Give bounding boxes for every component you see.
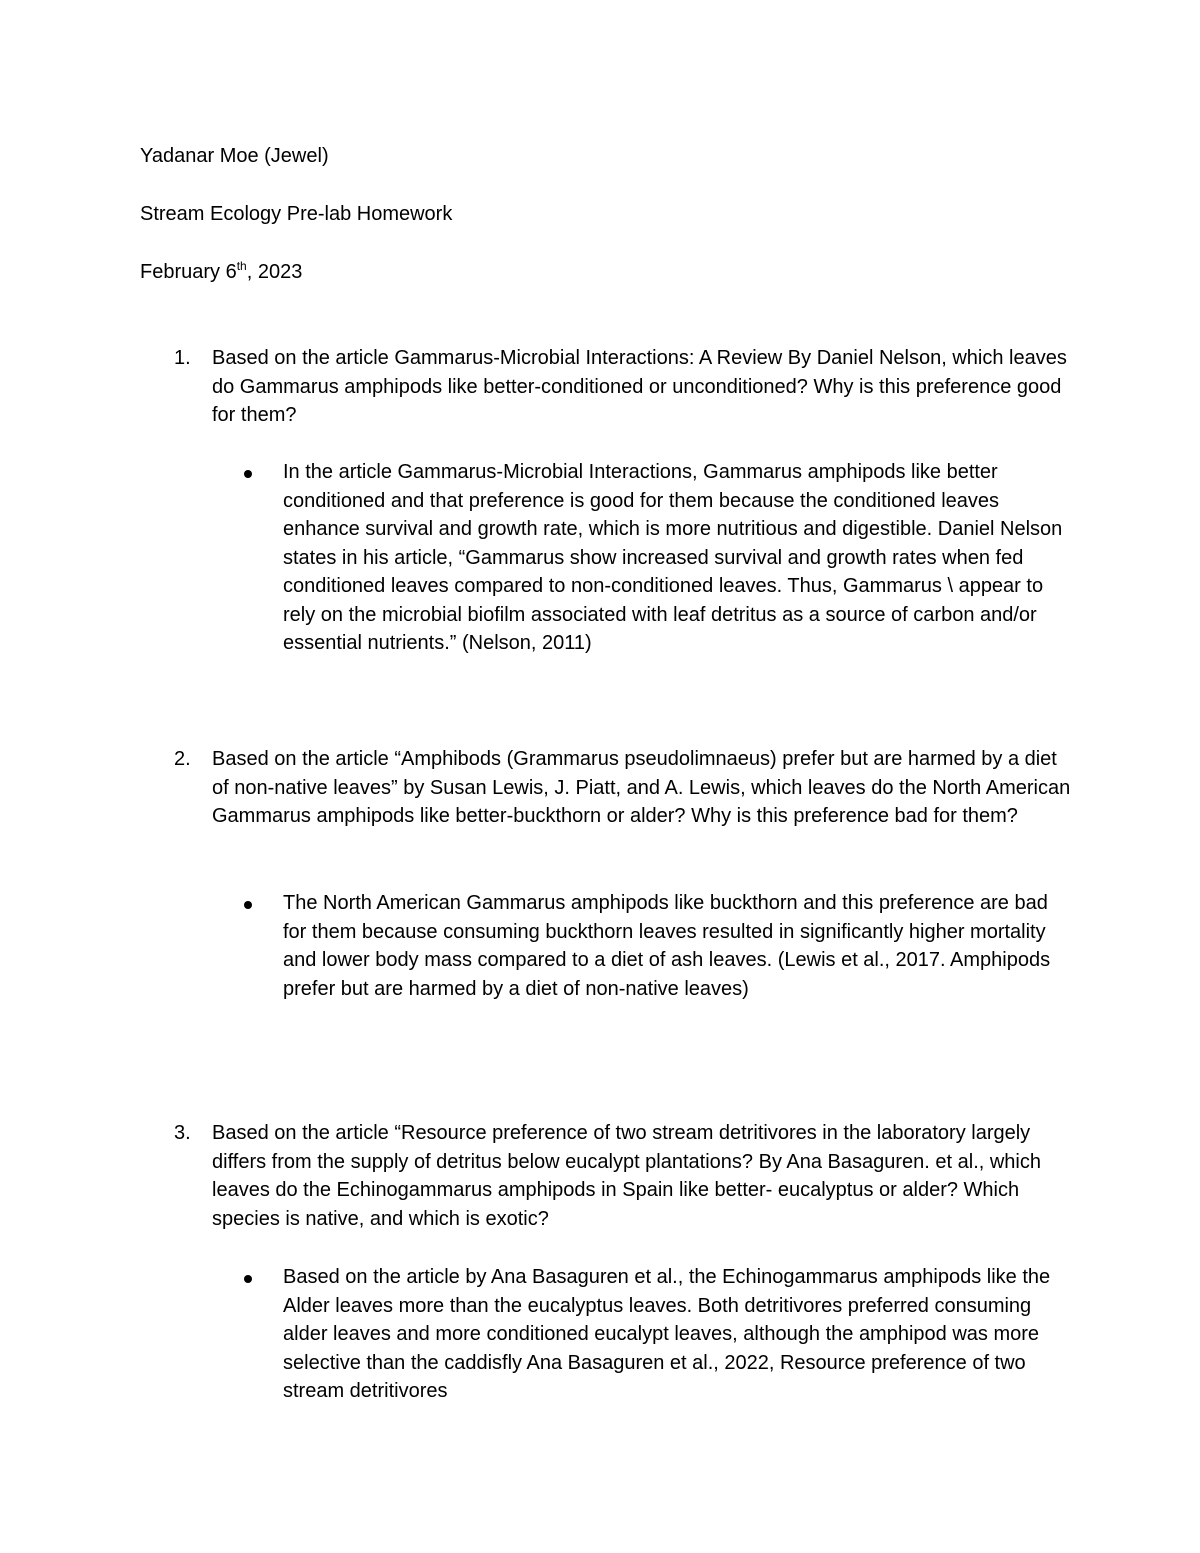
answer-1 [140, 458, 1080, 658]
answer-text: In the article Gammarus-Microbial Interactions, Gammarus amphipods like better conditioned and that preference is good for them because the conditioned leaves enhance survival and growth rate, which is more nutritious and digestible. Daniel Nelson states in his article, “Gammarus show increased survival and growth rates when fed conditioned leaves compared to non-conditioned leaves. Thus, Gammarus \ appear to rely on the microbial biofilm associated with leaf detritus as a source of carbon and/or essential nutrients.” (Nelson, 2011) [283, 461, 1063, 654]
question-text: Based on the article Gammarus-Microbial Interactions: A Review By Daniel Nelson, which leaves do Gammarus amphipods like better-conditioned or unconditioned? Why is this preference good for them? [212, 347, 1067, 426]
document-date [140, 258, 302, 286]
date-superscript: th [236, 259, 247, 273]
question-number: 3. [174, 1122, 191, 1144]
question-1 [140, 344, 1080, 430]
author-name: Yadanar Moe (Jewel) [140, 145, 329, 167]
bullet-icon [244, 470, 252, 478]
question-number: 1. [174, 347, 191, 369]
answer-3 [140, 1263, 1080, 1406]
answer-text: The North American Gammarus amphipods like buckthorn and this preference are bad for them because consuming buckthorn leaves resulted in significantly higher mortality and lower body mass compared to a diet of ash leaves. (Lewis et al., 2017. Amphipods prefer but are harmed by a diet of non-native leaves) [283, 892, 1051, 1000]
answer-2 [140, 889, 1080, 1003]
bullet-icon [244, 901, 252, 909]
date-suffix: , 2023 [246, 261, 303, 283]
question-text: Based on the article “Amphibods (Grammarus pseudolimnaeus) prefer but are harmed by a diet of non-native leaves” by Susan Lewis, J. Piatt, and A. Lewis, which leaves do the North American Gammarus amphipods like better-buckthorn or alder? Why is this preference bad for them? [212, 748, 1071, 827]
course-title: Stream Ecology Pre-lab Homework [140, 203, 453, 225]
question-3 [140, 1119, 1080, 1233]
question-2 [140, 745, 1080, 831]
question-number: 2. [174, 748, 191, 770]
date-prefix: February 6 [140, 261, 237, 283]
question-text: Based on the article “Resource preference of two stream detritivores in the laboratory largely differs from the supply of detritus below eucalypt plantations? By Ana Basaguren. et al., which leaves do the Echinogammarus amphipods in Spain like better- eucalyptus or alder? Which species is native, and which is exotic? [212, 1122, 1041, 1230]
answer-text: Based on the article by Ana Basaguren et al., the Echinogammarus amphipods like the Alder leaves more than the eucalyptus leaves. Both detritivores preferred consuming alder leaves and more conditioned eucalypt leaves, although the amphipod was more selective than the caddisfly Ana Basaguren et al., 2022, Resource preference of two stream detritivores [283, 1266, 1051, 1402]
bullet-icon [244, 1275, 252, 1283]
